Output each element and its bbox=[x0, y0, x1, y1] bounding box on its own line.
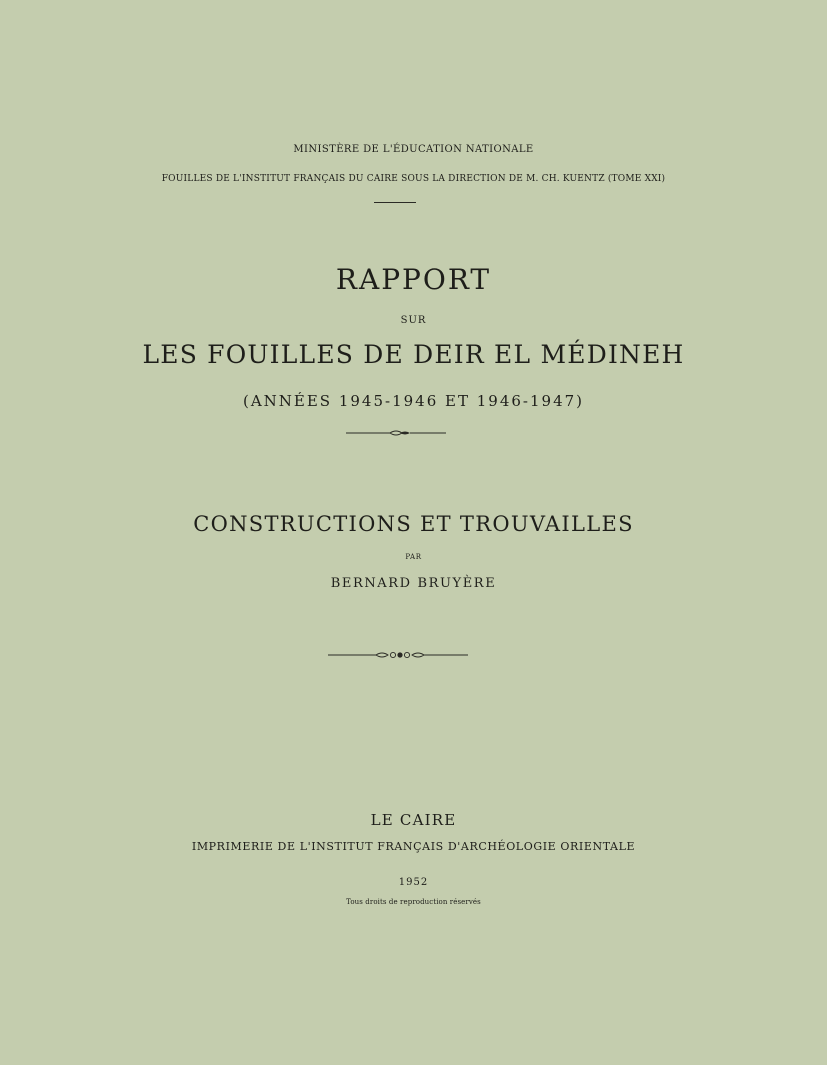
header-rule bbox=[374, 202, 416, 203]
rights-notice: Tous droits de reproduction réservés bbox=[346, 898, 481, 906]
imprint-printer: IMPRIMERIE DE L'INSTITUT FRANÇAIS D'ARCHÉOLOGIE ORIENTALE bbox=[191, 840, 636, 853]
by-label: PAR bbox=[405, 553, 422, 561]
author-name: BERNARD BRUYÈRE bbox=[330, 576, 497, 591]
main-title-subject: LES FOUILLES DE DEIR EL MÉDINEH bbox=[142, 340, 685, 369]
series-heading: FOUILLES DE L'INSTITUT FRANÇAIS DU CAIRE SOUS LA DIRECTION DE M. CH. KUENTZ (TOME XXI) bbox=[161, 174, 666, 184]
title-connector: SUR bbox=[400, 315, 427, 326]
main-title: RAPPORT bbox=[335, 263, 492, 296]
ornament-rule-bottom bbox=[0, 650, 827, 660]
subtitle: CONSTRUCTIONS ET TROUVAILLES bbox=[193, 512, 634, 536]
imprint-city: LE CAIRE bbox=[370, 811, 457, 829]
ornament-rule-top bbox=[0, 428, 827, 438]
title-years: (ANNÉES 1945-1946 ET 1946-1947) bbox=[242, 392, 585, 410]
ministry-heading: MINISTÈRE DE L'ÉDUCATION NATIONALE bbox=[293, 144, 534, 155]
imprint-year: 1952 bbox=[398, 877, 429, 888]
